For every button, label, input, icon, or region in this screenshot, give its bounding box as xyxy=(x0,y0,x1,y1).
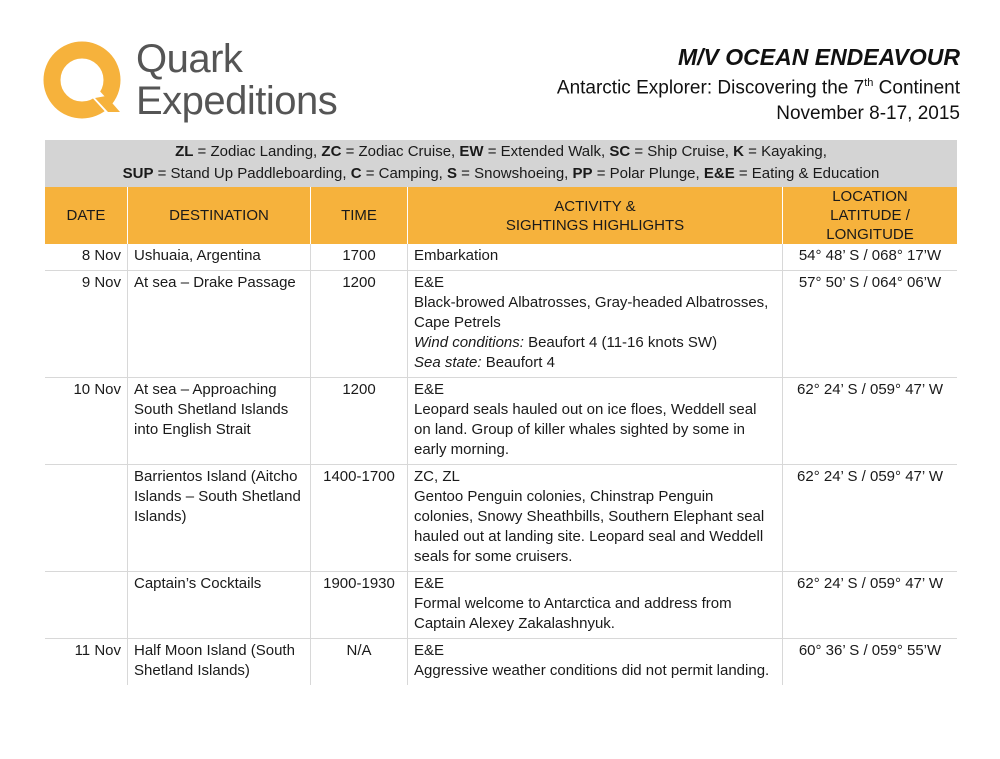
col-header-location-2: LATITUDE / LONGITUDE xyxy=(826,207,914,243)
trip-title-sup: th xyxy=(864,77,874,89)
legend-text: = Eating & Education xyxy=(734,165,880,182)
col-header-location xyxy=(783,187,958,244)
sea-label: Sea state: xyxy=(414,354,482,371)
logo-line-1: Quark xyxy=(136,37,243,81)
cell-activity xyxy=(408,639,783,686)
activity-legend xyxy=(45,140,957,187)
document-header xyxy=(557,44,960,127)
activity-code: Embarkation xyxy=(414,247,499,264)
logo-line-2: Expeditions xyxy=(136,79,338,123)
itinerary-table xyxy=(45,187,957,685)
cell-time: N/A xyxy=(311,639,408,686)
table-row xyxy=(45,271,957,378)
legend-code: ZC xyxy=(321,143,342,160)
cell-date: 8 Nov xyxy=(45,244,128,271)
activity-code: ZC, ZL xyxy=(414,468,460,485)
cell-date: 10 Nov xyxy=(45,378,128,465)
col-header-date: DATE xyxy=(45,187,128,244)
legend-code: K xyxy=(733,143,744,160)
legend-text: = Snowshoeing, xyxy=(457,165,573,182)
cell-time: 1200 xyxy=(311,378,408,465)
cell-date xyxy=(45,572,128,639)
legend-row-2 xyxy=(45,163,957,185)
sea-value: Beaufort 4 xyxy=(481,354,555,371)
legend-code: ZL xyxy=(175,143,194,160)
cell-date: 11 Nov xyxy=(74,642,121,659)
legend-text: = Zodiac Landing, xyxy=(193,143,322,160)
table-row xyxy=(45,639,957,686)
cell-destination: Half Moon Island (South Shetland Islands) xyxy=(128,639,311,686)
cell-location: 60° 36’ S / 059° 55’W xyxy=(783,639,958,686)
legend-code: C xyxy=(350,165,362,182)
col-header-location-1: LOCATION xyxy=(832,188,908,205)
wind-conditions xyxy=(414,333,776,353)
table-row xyxy=(45,572,957,639)
trip-title-post: Continent xyxy=(873,77,960,99)
table-row xyxy=(45,244,957,271)
quark-logo xyxy=(40,38,340,128)
cell-activity xyxy=(408,378,783,465)
cell-activity xyxy=(408,244,783,271)
cell-time: 1900-1930 xyxy=(311,572,408,639)
wind-value: Beaufort 4 (11-16 knots SW) xyxy=(523,334,718,351)
legend-text: = Kayaking, xyxy=(743,143,827,160)
col-header-activity-1: ACTIVITY & xyxy=(554,197,636,215)
legend-code: PP xyxy=(572,165,593,182)
col-header-time: TIME xyxy=(311,187,408,244)
cell-date: 9 Nov xyxy=(45,271,128,378)
cell-activity xyxy=(408,271,783,378)
col-header-activity-2: SIGHTINGS HIGHLIGHTS xyxy=(505,216,685,234)
legend-code: SUP xyxy=(122,165,154,182)
trip-title xyxy=(557,70,960,101)
cell-date xyxy=(45,465,128,572)
activity-detail: Formal welcome to Antarctica and address from Captain Alexey Zakalashnyuk. xyxy=(414,595,732,632)
activity-code: E&E xyxy=(414,575,445,592)
activity-detail: Gentoo Penguin colonies, Chinstrap Penguin colonies, Snowy Sheathbills, Southern Elephant seal hauled out at landing site. Leopard seal and Weddell seals for some cruisers. xyxy=(414,488,765,565)
legend-text: = Extended Walk, xyxy=(483,143,610,160)
cell-location: 62° 24’ S / 059° 47’ W xyxy=(783,572,958,639)
quark-q-icon xyxy=(40,38,124,122)
legend-text: = Stand Up Paddleboarding, xyxy=(153,165,351,182)
cell-destination: At sea – Approaching South Shetland Islands into English Strait xyxy=(128,378,311,465)
legend-code: SC xyxy=(609,143,631,160)
cell-location: 62° 24’ S / 059° 47’ W xyxy=(783,465,958,572)
wind-label: Wind conditions: xyxy=(414,334,524,351)
legend-row-1 xyxy=(45,141,957,163)
legend-code: EW xyxy=(459,143,484,160)
sea-state xyxy=(414,353,776,373)
trip-dates: November 8-17, 2015 xyxy=(776,103,960,125)
trip-title-pre: Antarctic Explorer: Discovering the 7 xyxy=(556,77,865,99)
cell-destination: Barrientos Island (Aitcho Islands – South Shetland Islands) xyxy=(128,465,311,572)
table-row xyxy=(45,378,957,465)
cell-location: 57° 50’ S / 064° 06’W xyxy=(783,271,958,378)
activity-code: E&E xyxy=(414,642,445,659)
legend-text: = Camping, xyxy=(361,165,447,182)
table-row xyxy=(45,465,957,572)
cell-destination: At sea – Drake Passage xyxy=(128,271,311,378)
col-header-activity xyxy=(408,187,783,244)
legend-text: = Ship Cruise, xyxy=(630,143,734,160)
activity-detail: Aggressive weather conditions did not permit landing. xyxy=(414,662,770,679)
cell-time: 1400-1700 xyxy=(311,465,408,572)
cell-activity xyxy=(408,572,783,639)
cell-destination: Ushuaia, Argentina xyxy=(128,244,311,271)
activity-detail: Leopard seals hauled out on ice floes, Weddell seal on land. Group of killer whales sighted by some in early morning. xyxy=(414,401,757,458)
table-header-row xyxy=(45,187,957,244)
ship-name: M/V OCEAN ENDEAVOUR xyxy=(678,44,960,70)
legend-code: E&E xyxy=(703,165,735,182)
activity-code: E&E xyxy=(414,274,445,291)
cell-time: 1700 xyxy=(311,244,408,271)
legend-code: S xyxy=(447,165,458,182)
activity-detail: Black-browed Albatrosses, Gray-headed Albatrosses, Cape Petrels xyxy=(414,294,769,331)
col-header-destination: DESTINATION xyxy=(128,187,311,244)
cell-location: 54° 48’ S / 068° 17’W xyxy=(783,244,958,271)
cell-activity xyxy=(408,465,783,572)
legend-text: = Zodiac Cruise, xyxy=(341,143,460,160)
cell-destination: Captain’s Cocktails xyxy=(128,572,311,639)
activity-code: E&E xyxy=(414,381,445,398)
cell-time: 1200 xyxy=(311,271,408,378)
cell-location: 62° 24’ S / 059° 47’ W xyxy=(783,378,958,465)
legend-text: = Polar Plunge, xyxy=(592,165,704,182)
